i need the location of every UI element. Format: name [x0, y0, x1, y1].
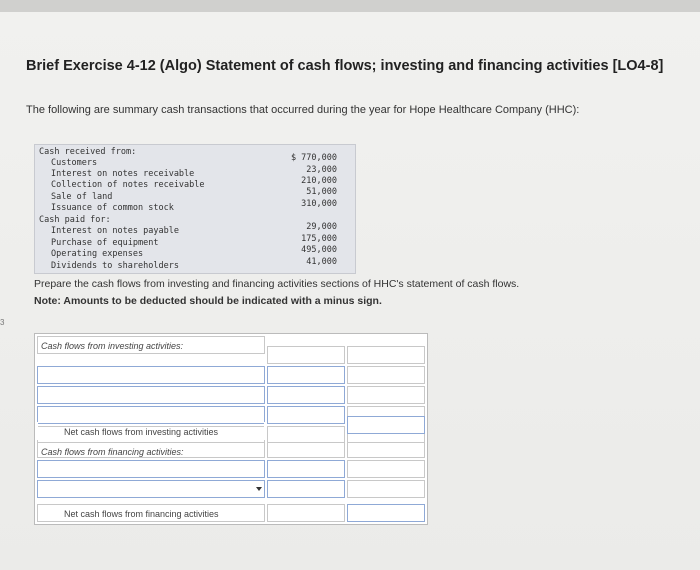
investing-amount-input[interactable] [267, 386, 345, 404]
investing-item-input[interactable] [37, 386, 265, 404]
transaction-value: 210,000 [301, 176, 337, 186]
transaction-value: 310,000 [301, 199, 337, 209]
investing-total-blank [347, 366, 425, 384]
investing-header-total [347, 346, 425, 364]
instructions-note: Note: Amounts to be deducted should be indicated with a minus sign. [34, 295, 382, 307]
transaction-value: $ 770,000 [290, 153, 337, 163]
investing-total-blank [347, 386, 425, 404]
investing-amount-input[interactable] [267, 366, 345, 384]
transaction-label: Purchase of equipment [51, 238, 159, 248]
transaction-label: Sale of land [51, 192, 113, 202]
cash-transactions-box [34, 144, 356, 274]
transaction-value: 29,000 [306, 222, 337, 232]
financing-total-blank [347, 480, 425, 498]
transaction-value: 41,000 [306, 257, 337, 267]
financing-amount-input[interactable] [267, 460, 345, 478]
transaction-label: Interest on notes receivable [51, 169, 195, 179]
chevron-down-icon [256, 487, 262, 491]
transaction-label: Interest on notes payable [51, 226, 179, 236]
edge-marker: 3 [0, 318, 5, 327]
instructions-text: Prepare the cash flows from investing and financing activities sections of HHC's statement of cash flows. [34, 278, 520, 290]
investing-header: Cash flows from investing activities: [37, 336, 265, 354]
financing-total-input[interactable] [347, 504, 425, 522]
financing-header: Cash flows from financing activities: [37, 442, 265, 458]
financing-total-blank [347, 460, 425, 478]
financing-item-input[interactable] [37, 460, 265, 478]
received-header: Cash received from: [39, 147, 137, 157]
paid-header: Cash paid for: [39, 215, 111, 225]
transaction-label: Customers [51, 158, 98, 168]
transaction-label: Operating expenses [51, 249, 144, 259]
financing-total-label: Net cash flows from financing activities [37, 504, 265, 522]
transaction-label: Collection of notes receivable [51, 180, 205, 190]
investing-item-input[interactable] [37, 366, 265, 384]
financing-header-total [347, 442, 425, 458]
financing-item-select[interactable] [37, 480, 265, 498]
transaction-value: 23,000 [306, 165, 337, 175]
transaction-label: Issuance of common stock [51, 203, 174, 213]
browser-top-bar [0, 0, 700, 12]
financing-header-amount [267, 442, 345, 458]
financing-total-blank-amount [267, 504, 345, 522]
transaction-value: 51,000 [306, 187, 337, 197]
intro-text: The following are summary cash transactions that occurred during the year for Hope Healthcare Company (HHC): [26, 104, 580, 116]
investing-amount-input[interactable] [267, 406, 345, 424]
investing-total-input[interactable] [347, 416, 425, 434]
transaction-value: 175,000 [301, 234, 337, 244]
investing-total-label: Net cash flows from investing activities [37, 422, 265, 440]
financing-amount-input[interactable] [267, 480, 345, 498]
exercise-title: Brief Exercise 4-12 (Algo) Statement of cash flows; investing and financing activities [LO4-8] [26, 58, 664, 74]
investing-header-amount [267, 346, 345, 364]
transaction-value: 495,000 [301, 245, 337, 255]
transaction-label: Dividends to shareholders [51, 261, 179, 271]
cash-flow-answer-table [34, 333, 428, 525]
